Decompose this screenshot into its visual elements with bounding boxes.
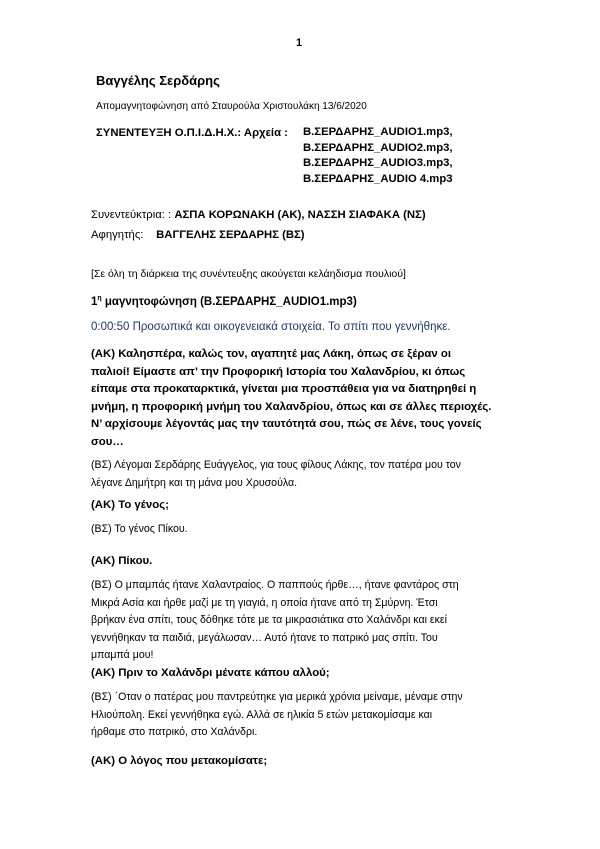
audio-files-list xyxy=(303,125,453,187)
audio-file-item: Β.ΣΕΡΔΑΡΗΣ_AUDIO 4.mp3 xyxy=(303,172,453,185)
interviewer-question xyxy=(91,665,531,683)
dialogue-line: (ΑΚ) Πριν το Χαλάνδρι μένατε κάπου αλλού; xyxy=(91,667,330,679)
dialogue-line: βρήκαν ένα σπίτι, τους δόθηκε τότε με τα μικρασιάτικα στο Χαλάνδρι και εκεί xyxy=(91,614,447,626)
audio-file-item: Β.ΣΕΡΔΑΡΗΣ_AUDIO3.mp3, xyxy=(303,157,453,170)
transcript-note: [Σε όλη τη διάρκεια της συνέντευξης ακούγεται κελάηδισμα πουλιού] xyxy=(91,268,406,280)
audio-file-item: Β.ΣΕΡΔΑΡΗΣ_AUDIO2.mp3, xyxy=(303,141,453,154)
interviewer-question xyxy=(91,497,531,515)
page-number: 1 xyxy=(296,37,303,49)
dialogue-line: (ΒΣ) Το γένος Πίκου. xyxy=(91,523,188,535)
dialogue-line: (ΑΚ) Καλησπέρα, καλώς τον, αγαπητέ μας Λάκη, όπως σε ξέραν οι xyxy=(91,348,452,360)
dialogue-line: (ΒΣ) ΄Οταν ο πατέρας μου παντρεύτηκε για μερικά χρόνια μείναμε, μέναμε στην xyxy=(91,691,463,703)
dialogue-line: Ν’ αρχίσουμε λέγοντάς μας την ταυτότητά σου, πώς σε λένε, τους γονείς xyxy=(91,418,482,430)
dialogue-line: Ηλιούπολη. Εκεί γεννήθηκα εγώ. Αλλά σε ηλικία 5 ετών μετακομίσαμε και xyxy=(91,708,433,721)
dialogue-line: (ΑΚ) Ο λόγος που μετακομίσατε; xyxy=(91,755,268,767)
dialogue-line: (ΑΚ) Το γένος; xyxy=(91,499,169,511)
dialogue-line: μπαμπά μου! xyxy=(91,649,154,661)
dialogue-line: μνήμη, η προφορική μνήμη του Χαλανδρίου, όπως και σε άλλες περιοχές. xyxy=(91,400,492,413)
recording-title: μαγνητοφώνηση (Β.ΣΕΡΔΑΡΗΣ_AUDIO1.mp3) xyxy=(101,295,357,308)
narrator-line xyxy=(91,229,305,241)
interviewers-value: ΑΣΠΑ ΚΟΡΩΝΑΚΗ (ΑΚ), ΝΑΣΣΗ ΣΙΑΦΑΚΑ (ΝΣ) xyxy=(174,209,426,221)
interviewer-question xyxy=(91,346,531,451)
transcription-credit: Απομαγνητοφώνηση από Σταυρούλα Χριστουλάκη 13/6/2020 xyxy=(96,101,367,112)
dialogue-line: Μικρά Ασία και ήρθε μαζί με τη γιαγιά, η οποία ήτανε από τη Σμύρνη. Έτσι xyxy=(91,596,438,609)
recording-ordinal: η xyxy=(97,295,102,302)
dialogue-line: ήρθαμε στο πατρικό, στο Χαλάνδρι. xyxy=(91,726,258,738)
narrator-answer xyxy=(91,689,531,742)
dialogue-line: σου… xyxy=(91,435,124,448)
narrator-answer xyxy=(91,457,531,492)
interview-label: ΣΥΝΕΝΤΕΥΞΗ Ο.Π.Ι.Δ.Η.Χ.: Αρχεία : xyxy=(96,127,288,139)
narrator-answer xyxy=(91,521,531,539)
dialogue-line: είπαμε στα προκαταρκτικά, γίνεται μια προσπάθεια για να διατηρηθεί η xyxy=(91,383,477,395)
document-title: Βαγγέλης Σερδάρης xyxy=(96,73,220,88)
recording-number: 1 xyxy=(91,295,98,308)
interviewer-question xyxy=(91,553,531,571)
dialogue-line: λέγανε Δημήτρη και τη μάνα μου Χρυσούλα. xyxy=(91,476,298,489)
interviewer-question xyxy=(91,753,531,771)
section-heading: 0:00:50 Προσωπικά και οικογενειακά στοιχεία. Το σπίτι που γεννήθηκε. xyxy=(91,321,451,333)
dialogue-line: γεννήθηκαν τα παιδιά, μεγάλωσαν… Αυτό ήτανε το πατρικό μας σπίτι. Του xyxy=(91,631,438,644)
audio-file-item: Β.ΣΕΡΔΑΡΗΣ_AUDIO1.mp3, xyxy=(303,126,453,138)
narrator-value: ΒΑΓΓΕΛΗΣ ΣΕΡΔΑΡΗΣ (ΒΣ) xyxy=(156,229,305,241)
interviewers-line xyxy=(91,209,426,221)
dialogue-line: (ΒΣ) Ο μπαμπάς ήτανε Χαλαντραίος. Ο παππούς ήρθε…, ήτανε φαντάρος στη xyxy=(91,579,459,591)
dialogue-line: (ΒΣ) Λέγομαι Σερδάρης Ευάγγελος, για τους φίλους Λάκης, τον πατέρα μου τον xyxy=(91,459,461,471)
dialogue-line: παλιοί! Είμαστε απ’ την Προφορική Ιστορία του Χαλανδρίου, κι όπως xyxy=(91,365,466,378)
narrator-answer xyxy=(91,577,531,665)
recording-heading xyxy=(91,295,357,308)
dialogue-line: (ΑΚ) Πίκου. xyxy=(91,555,153,567)
narrator-label: Αφηγητής: xyxy=(91,229,144,241)
interviewers-label: Συνεντεύκτρια: : xyxy=(91,209,172,221)
